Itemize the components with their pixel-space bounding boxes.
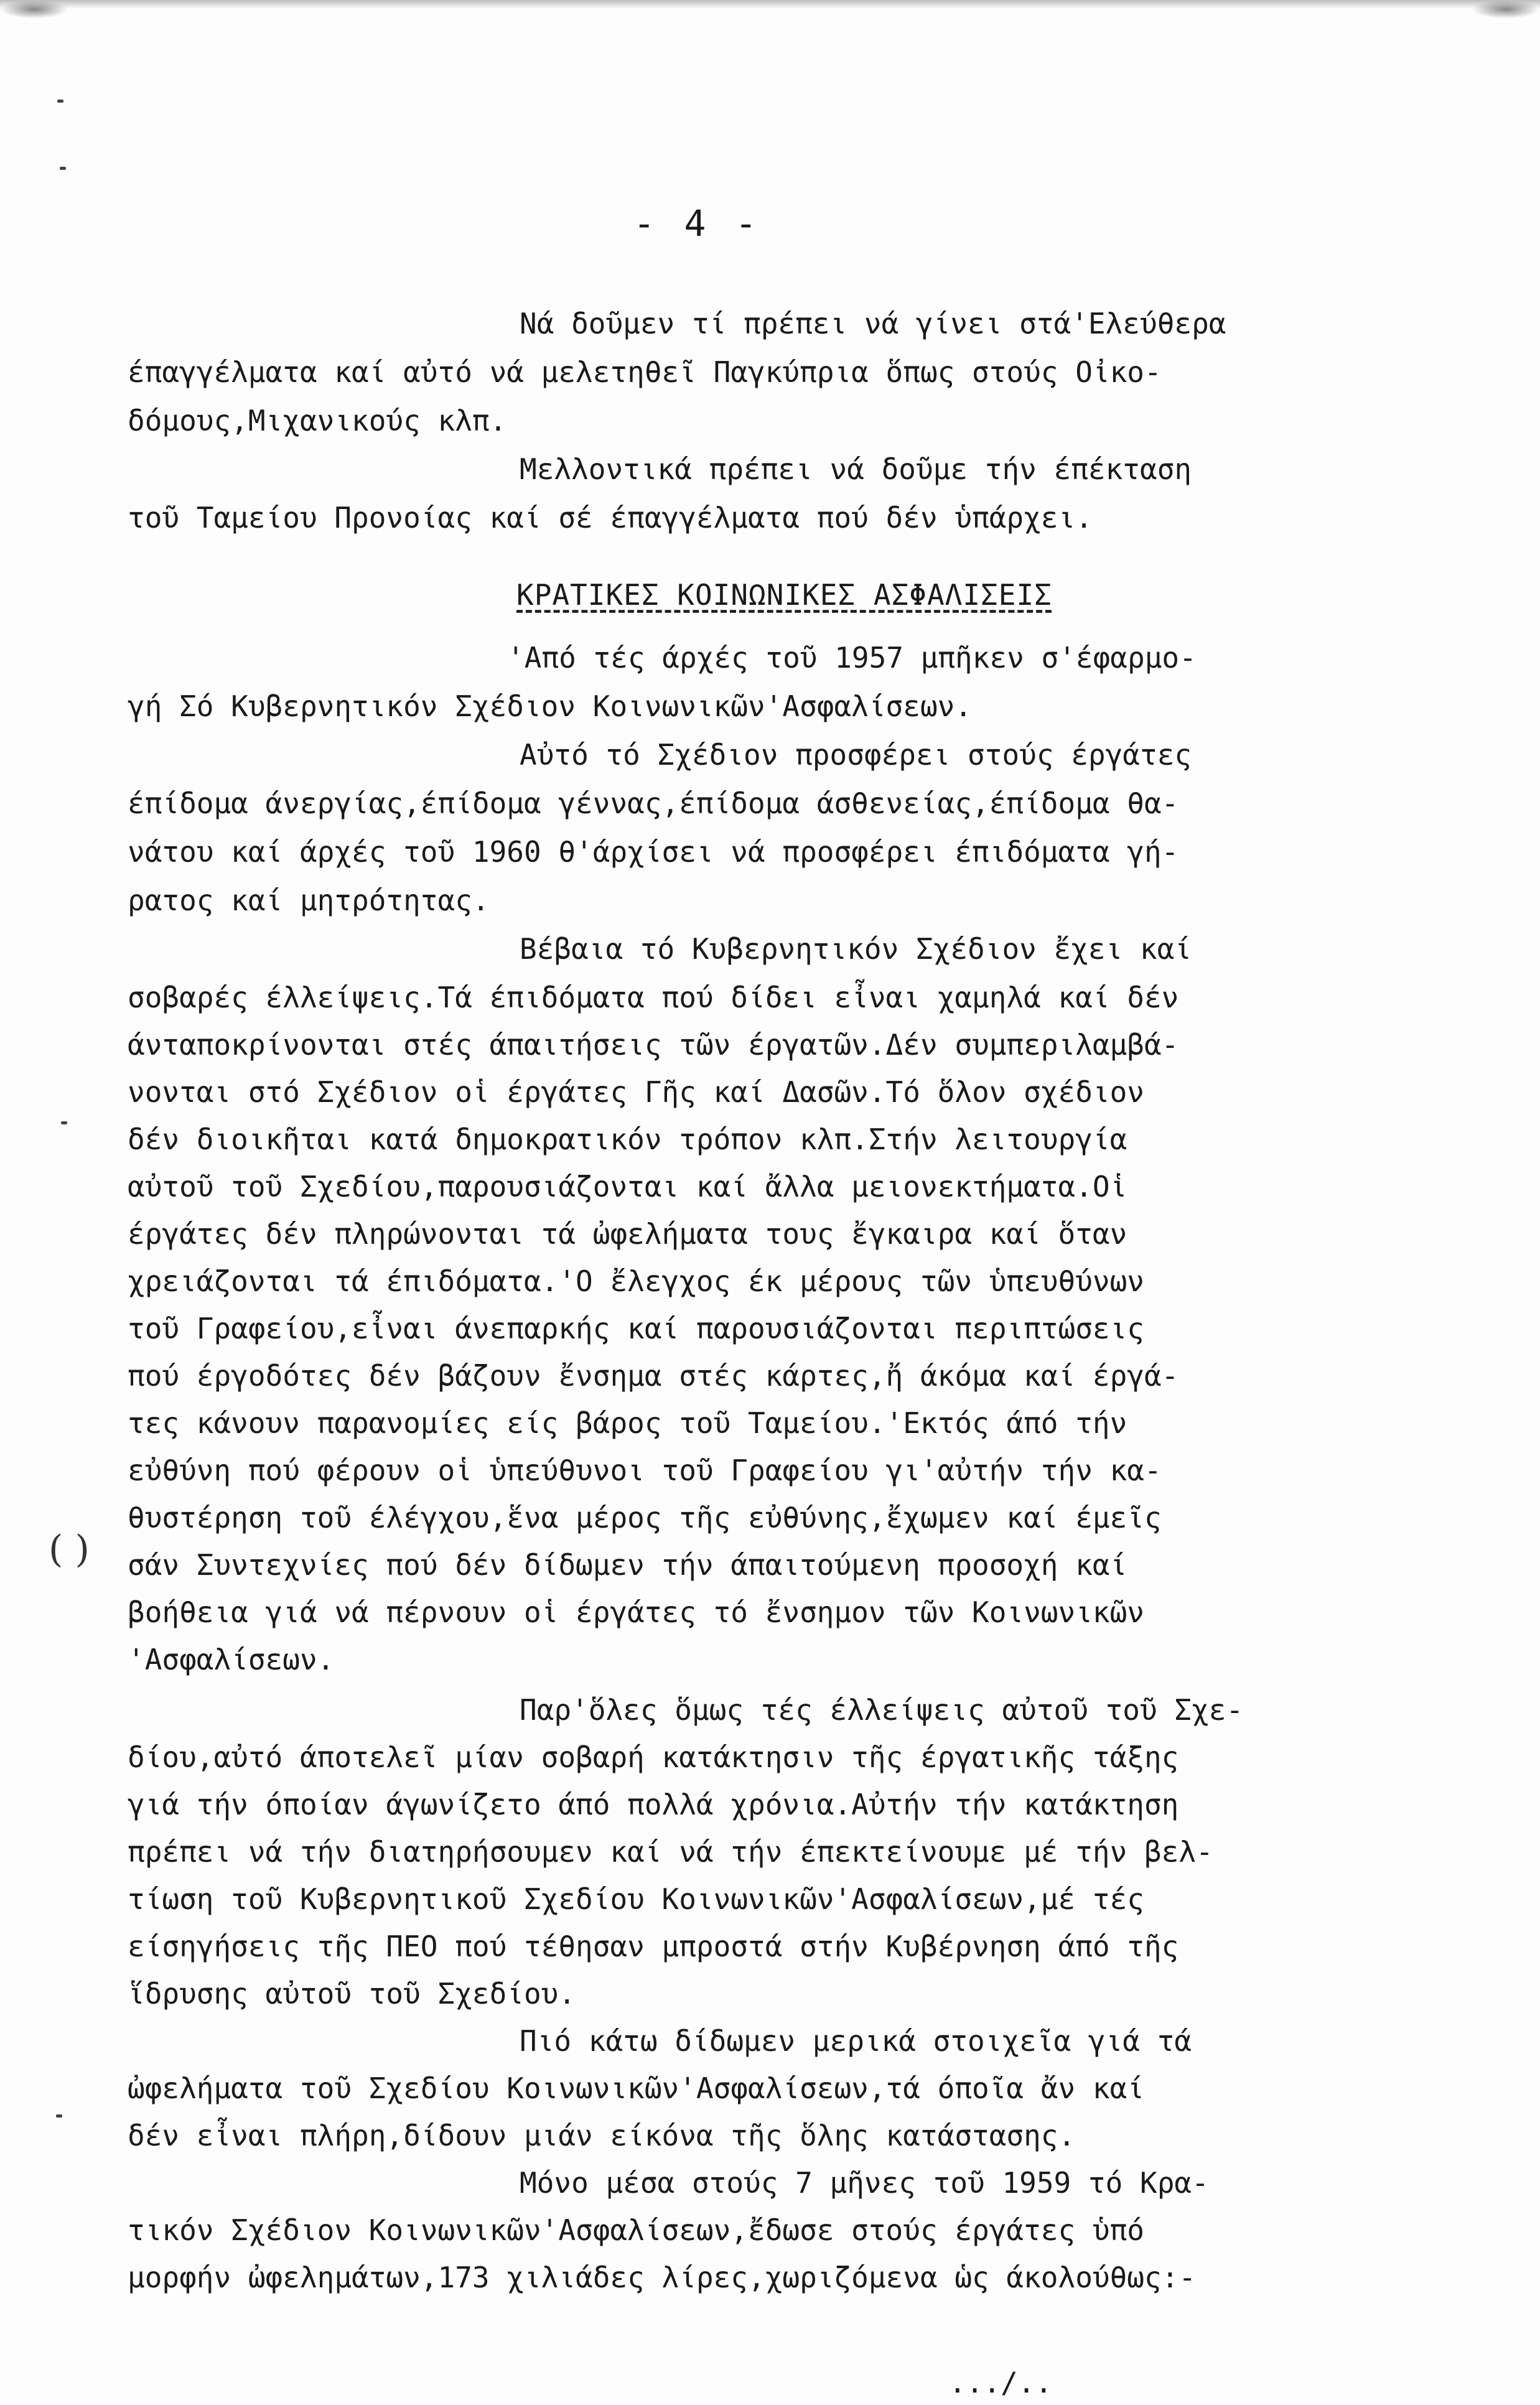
scan-speck [61,1121,67,1124]
text-line-19: έργάτες δέν πληρώνονται τά ὠφελήματα τους ἔγκαιρα καί ὅταν [128,1217,1127,1251]
text-line-40: τικόν Σχέδιον Κοινωνικῶν'Ασφαλίσεων,ἔδωσε στούς έργάτες ὑπό [128,2213,1144,2247]
text-line-35: ἵδρυσης αὐτοῦ τοῦ Σχεδίου. [128,1977,576,2010]
text-line-22: πού έργοδότες δέν βάζουν ἔνσημα στές κάρτες,ἤ άκόμα καί έργά- [128,1359,1179,1393]
text-line-8: γή Σό Κυβερνητικόν Σχέδιον Κοινωνικῶν'Ασφαλίσεων. [128,689,973,723]
text-line-29: Παρ'ὅλες ὅμως τές έλλείψεις αὐτοῦ τοῦ Σχε- [520,1693,1244,1727]
text-line-23: τες κάνουν παρανομίες είς βάρος τοῦ Ταμείου.'Εκτός άπό τήν [128,1406,1127,1440]
scan-edge-shadow [0,0,1540,9]
text-line-4: Μελλοντικά πρέπει νά δοῦμε τήν έπέκταση [520,452,1192,486]
scan-speck [60,167,66,170]
margin-bracket-mark: ( ) [49,1528,90,1571]
text-line-24: εὐθύνη πού φέρουν οἱ ὑπεύθυνοι τοῦ Γραφείου γι'αὐτήν τήν κα- [128,1454,1162,1487]
section-heading: ΚΡΑΤΙΚΕΣ ΚΟΙΝΩΝΙΚΕΣ ΑΣΦΑΛΙΣΕΙΣ [516,578,1052,612]
text-line-26: σάν Συντεχνίες πού δέν δίδωμεν τήν άπαιτούμενη προσοχή καί [128,1548,1127,1582]
text-line-16: νονται στό Σχέδιον οἱ έργάτες Γῆς καί Δασῶν.Τό ὅλον σχέδιον [128,1075,1144,1109]
text-line-14: σοβαρές έλλείψεις.Τά έπιδόματα πού δίδει εἶναι χαμηλά καί δέν [128,981,1179,1014]
text-line-30: δίου,αὐτό άποτελεῖ μίαν σοβαρή κατάκτησιν τῆς έργατικῆς τάξης [128,1740,1179,1774]
text-line-31: γιά τήν όποίαν άγωνίζετο άπό πολλά χρόνια.Αὐτήν τήν κατάκτηση [128,1788,1179,1821]
text-line-11: νάτου καί άρχές τοῦ 1960 θ'άρχίσει νά προσφέρει έπιδόματα γή- [128,835,1179,869]
text-line-9: Αὐτό τό Σχέδιον προσφέρει στούς έργάτες [520,738,1192,772]
text-line-27: βοήθεια γιά νά πέρνουν οἱ έργάτες τό ἔνσημον τῶν Κοινωνικῶν [128,1595,1144,1629]
text-line-15: άνταποκρίνονται στές άπαιτήσεις τῶν έργατῶν.Δέν συμπεριλαμβά- [128,1028,1179,1062]
text-line-2: έπαγγέλματα καί αὐτό νά μελετηθεῖ Παγκύπρια ὅπως στούς Οἰκο- [128,355,1162,389]
text-line-1: Νά δοῦμεν τί πρέπει νά γίνει στά'Ελεύθερα [520,307,1226,340]
text-line-17: δέν διοικῆται κατά δημοκρατικόν τρόπον κλπ.Στήν λειτουργία [128,1123,1127,1156]
scan-corner-mark-right [1472,0,1540,19]
continuation-mark: ...∕.. [949,2366,1053,2399]
text-line-37: ὠφελήματα τοῦ Σχεδίου Κοινωνικῶν'Ασφαλίσεων,τά όποῖα ἄν καί [128,2071,1144,2105]
text-line-13: Βέβαια τό Κυβερνητικόν Σχέδιον ἔχει καί [520,932,1192,966]
text-line-12: ρατος καί μητρότητας. [128,884,490,917]
text-line-25: θυστέρηση τοῦ έλέγχου,ἕνα μέρος τῆς εὐθύνης,ἔχωμεν καί έμεῖς [128,1501,1162,1534]
text-line-10: έπίδομα άνεργίας,έπίδομα γέννας,έπίδομα άσθενείας,έπίδομα θα- [128,787,1179,820]
text-line-32: πρέπει νά τήν διατηρήσουμεν καί νά τήν έπεκτείνουμε μέ τήν βελ- [128,1835,1213,1869]
text-line-34: είσηγήσεις τῆς ΠΕΟ πού τέθησαν μπροστά στήν Κυβέρνηση άπό τῆς [128,1930,1179,1963]
text-line-21: τοῦ Γραφείου,εἶναι άνεπαρκής καί παρουσιάζονται περιπτώσεις [128,1312,1144,1345]
page-number: - 4 - [633,202,761,245]
text-line-41: μορφήν ὠφελημάτων,173 χιλιάδες λίρες,χωριζόμενα ὡς άκολούθως:- [128,2261,1197,2294]
text-line-18: αὐτοῦ τοῦ Σχεδίου,παρουσιάζονται καί ἄλλα μειονεκτήματα.Οἱ [128,1170,1127,1203]
scan-corner-mark-left [0,0,68,19]
text-line-5: τοῦ Ταμείου Προνοίας καί σέ έπαγγέλματα πού δέν ὑπάρχει. [128,501,1093,535]
scan-speck [57,100,63,103]
text-line-38: δέν εἶναι πλήρη,δίδουν μιάν είκόνα τῆς ὅλης κατάστασης. [128,2119,1076,2152]
text-line-7: 'Από τές άρχές τοῦ 1957 μπῆκεν σ'έφαρμο- [507,641,1197,675]
text-line-3: δόμους,Μιχανικούς κλπ. [128,404,507,437]
text-line-36: Πιό κάτω δίδωμεν μερικά στοιχεῖα γιά τά [520,2024,1192,2058]
scan-speck [56,2114,62,2118]
text-line-39: Μόνο μέσα στούς 7 μῆνες τοῦ 1959 τό Κρα- [520,2166,1209,2200]
text-line-33: τίωση τοῦ Κυβερνητικοῦ Σχεδίου Κοινωνικῶν'Ασφαλίσεων,μέ τές [128,1882,1144,1916]
text-line-28: 'Ασφαλίσεων. [128,1643,335,1676]
text-line-20: χρειάζονται τά έπιδόματα.'Ο ἔλεγχος έκ μέρους τῶν ὑπευθύνων [128,1264,1144,1298]
